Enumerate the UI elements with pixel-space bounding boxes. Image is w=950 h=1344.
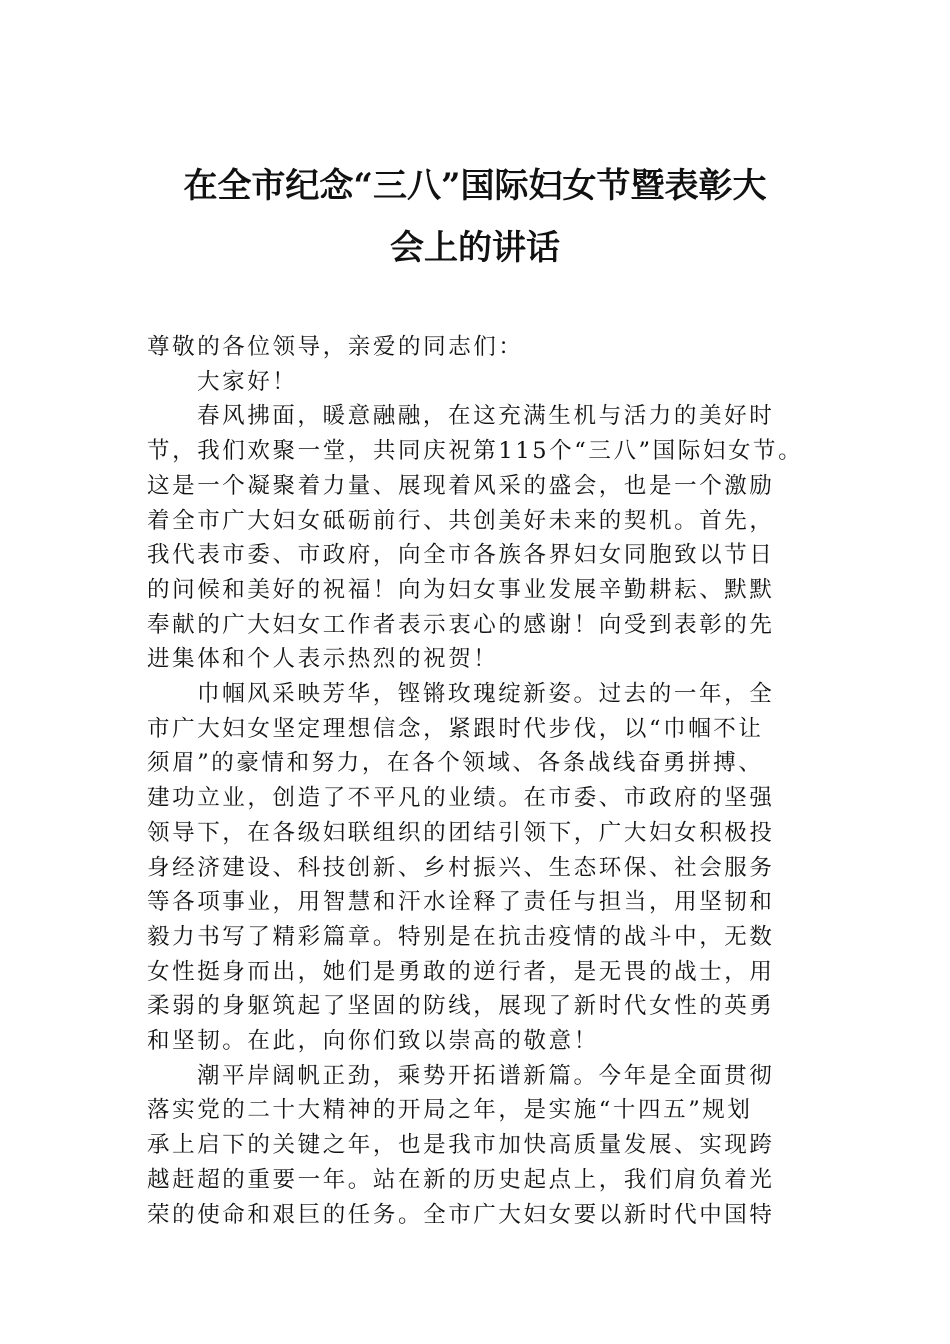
body-text-line: 巾帼风采映芳华，铿锵玫瑰绽新姿。过去的一年，全 [197,681,775,708]
body-text-line: 潮平岸阔帆正劲，乘势开拓谱新篇。今年是全面贯彻 [197,1062,775,1089]
title-line-2: 会上的讲话 [390,228,560,268]
body-text-line: 奉献的广大妇女工作者表示衷心的感谢！向受到表彰的先 [147,611,775,638]
body-text-line: 建功立业，创造了不平凡的业绩。在市委、市政府的坚强 [147,785,775,812]
body-text-line: 越赶超的重要一年。站在新的历史起点上，我们肩负着光 [147,1166,775,1193]
body-text-line: 等各项事业，用智慧和汗水诠释了责任与担当，用坚韧和 [147,889,775,916]
body-text-line: 柔弱的身躯筑起了坚固的防线，展现了新时代女性的英勇 [147,993,775,1020]
salutation: 尊敬的各位领导，亲爱的同志们： [147,334,524,360]
document-body [147,330,807,1232]
body-text-line: 落实党的二十大精神的开局之年，是实施“十四五”规划 [147,1097,753,1124]
body-text-line: 的问候和美好的祝福！向为妇女事业发展辛勤耕耘、默默 [147,576,775,603]
body-text-line: 大家好！ [197,368,298,395]
body-text-line: 身经济建设、科技创新、乡村振兴、生态环保、社会服务 [147,854,775,881]
body-text-line: 春风拂面，暖意融融，在这充满生机与活力的美好时 [197,403,775,430]
body-text-line: 毅力书写了精彩篇章。特别是在抗击疫情的战斗中，无数 [147,923,775,950]
document-title [120,155,830,279]
body-text-line: 领导下，在各级妇联组织的团结引领下，广大妇女积极投 [147,819,775,846]
body-text-line: 承上启下的关键之年，也是我市加快高质量发展、实现跨 [147,1132,775,1159]
body-text-line: 这是一个凝聚着力量、展现着风采的盛会，也是一个激励 [147,472,775,499]
body-text-line: 我代表市委、市政府，向全市各族各界妇女同胞致以节日 [147,542,775,569]
body-text-line: 进集体和个人表示热烈的祝贺！ [147,646,499,673]
body-text-line: 女性挺身而出，她们是勇敢的逆行者，是无畏的战士，用 [147,958,775,985]
body-text-line: 市广大妇女坚定理想信念，紧跟时代步伐，以“巾帼不让 [147,715,764,742]
body-text-line: 须眉”的豪情和努力，在各个领域、各条战线奋勇拼搏、 [147,750,764,777]
title-line-1: 在全市纪念“三八”国际妇女节暨表彰大 [183,166,767,206]
body-text-line: 和坚韧。在此，向你们致以崇高的敬意！ [147,1028,599,1055]
body-text-line: 着全市广大妇女砥砺前行、共创美好未来的契机。首先， [147,507,775,534]
body-text-line: 荣的使命和艰巨的任务。全市广大妇女要以新时代中国特 [147,1201,775,1228]
body-text-line: 节，我们欢聚一堂，共同庆祝第115个“三八”国际妇女节。 [147,438,804,465]
